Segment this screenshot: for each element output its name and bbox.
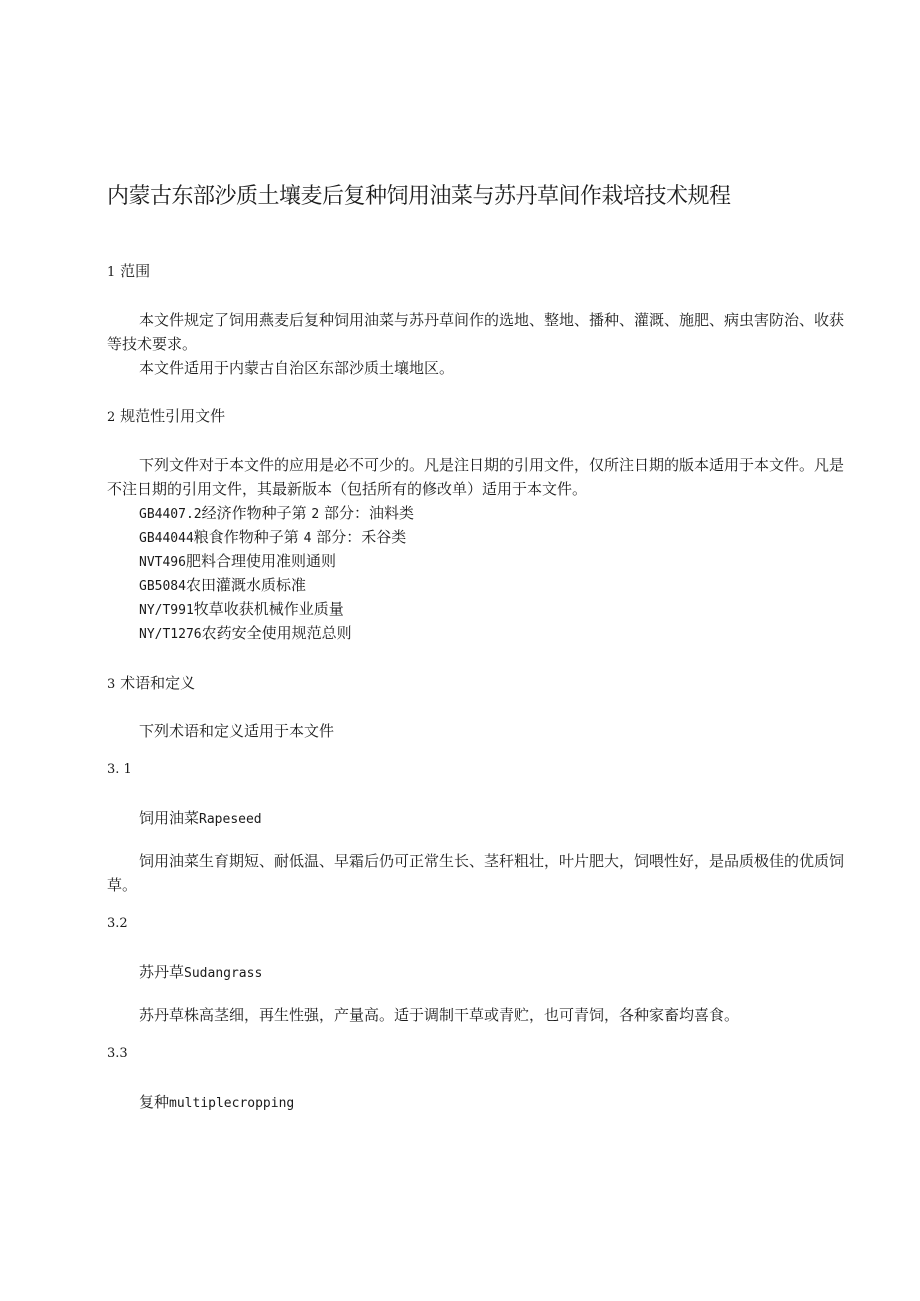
reference-code: GB4407.2 — [139, 507, 202, 522]
reference-item — [139, 573, 306, 599]
section-title: 术语和定义 — [120, 674, 196, 692]
section-3-heading — [107, 671, 195, 697]
reference-title: 肥料合理使用准则通则 — [185, 552, 336, 570]
document-title: 内蒙古东部沙质土壤麦后复种饲用油菜与苏丹草间作栽培技术规程 — [107, 184, 731, 209]
reference-part-number: 2 — [311, 507, 320, 522]
reference-title-tail: 部分：油料类 — [324, 504, 415, 522]
reference-item — [139, 525, 406, 551]
term-english: Sudangrass — [184, 966, 263, 981]
term-chinese: 苏丹草 — [139, 963, 185, 981]
term-number: 3.2 — [107, 916, 128, 931]
reference-item — [139, 549, 336, 575]
scope-paragraph-2: 本文件适用于内蒙古自治区东部沙质土壤地区。 — [139, 359, 455, 377]
reference-title: 经济作物种子第 — [201, 504, 307, 522]
reference-title: 牧草收获机械作业质量 — [193, 600, 344, 618]
term-english: Rapeseed — [199, 812, 262, 827]
reference-item — [139, 621, 352, 647]
term-number: 3. 1 — [107, 762, 132, 777]
section-number: 1 — [107, 265, 116, 280]
references-intro: 下列文件对于本文件的应用是必不可少的。凡是注日期的引用文件，仅所注日期的版本适用于本文件。凡是不注日期的引用文件，其最新版本（包括所有的修改单）适用于本文件。 — [107, 456, 845, 498]
reference-code: NY/T991 — [139, 603, 194, 618]
reference-title: 粮食作物种子第 — [193, 528, 299, 546]
reference-title: 农田灌溉水质标准 — [185, 576, 306, 594]
reference-title: 农药安全使用规范总则 — [201, 624, 352, 642]
section-number: 3 — [107, 677, 116, 692]
terms-intro: 下列术语和定义适用于本文件 — [139, 722, 335, 740]
term-definition: 苏丹草株高茎细，再生性强，产量高。适于调制干草或青贮，也可青饲，各种家畜均喜食。 — [139, 1006, 740, 1024]
scope-paragraph-1: 本文件规定了饲用燕麦后复种饲用油菜与苏丹草间作的选地、整地、播种、灌溉、施肥、病虫害防治、收获等技术要求。 — [107, 311, 845, 353]
reference-item — [139, 597, 344, 623]
reference-title-tail: 部分：禾谷类 — [316, 528, 407, 546]
section-1-heading — [107, 259, 150, 285]
reference-part-number: 4 — [303, 531, 312, 546]
section-title: 范围 — [120, 262, 151, 280]
term-heading — [139, 960, 262, 986]
term-chinese: 饲用油菜 — [139, 809, 200, 827]
section-title: 规范性引用文件 — [120, 407, 226, 425]
section-2-heading — [107, 404, 225, 430]
term-english: multiplecropping — [169, 1096, 295, 1111]
term-number: 3.3 — [107, 1046, 128, 1061]
term-chinese: 复种 — [139, 1093, 170, 1111]
reference-item — [139, 501, 414, 527]
reference-code: NY/T1276 — [139, 627, 202, 642]
reference-code: NVT496 — [139, 555, 186, 570]
section-number: 2 — [107, 410, 116, 425]
reference-code: GB5084 — [139, 579, 186, 594]
term-heading — [139, 806, 262, 832]
term-definition: 饲用油菜生育期短、耐低温、早霜后仍可正常生长、茎秆粗壮，叶片肥大，饲喂性好，是品质极佳的优质饲草。 — [107, 852, 845, 894]
term-heading — [139, 1090, 294, 1116]
reference-code: GB44044 — [139, 531, 194, 546]
